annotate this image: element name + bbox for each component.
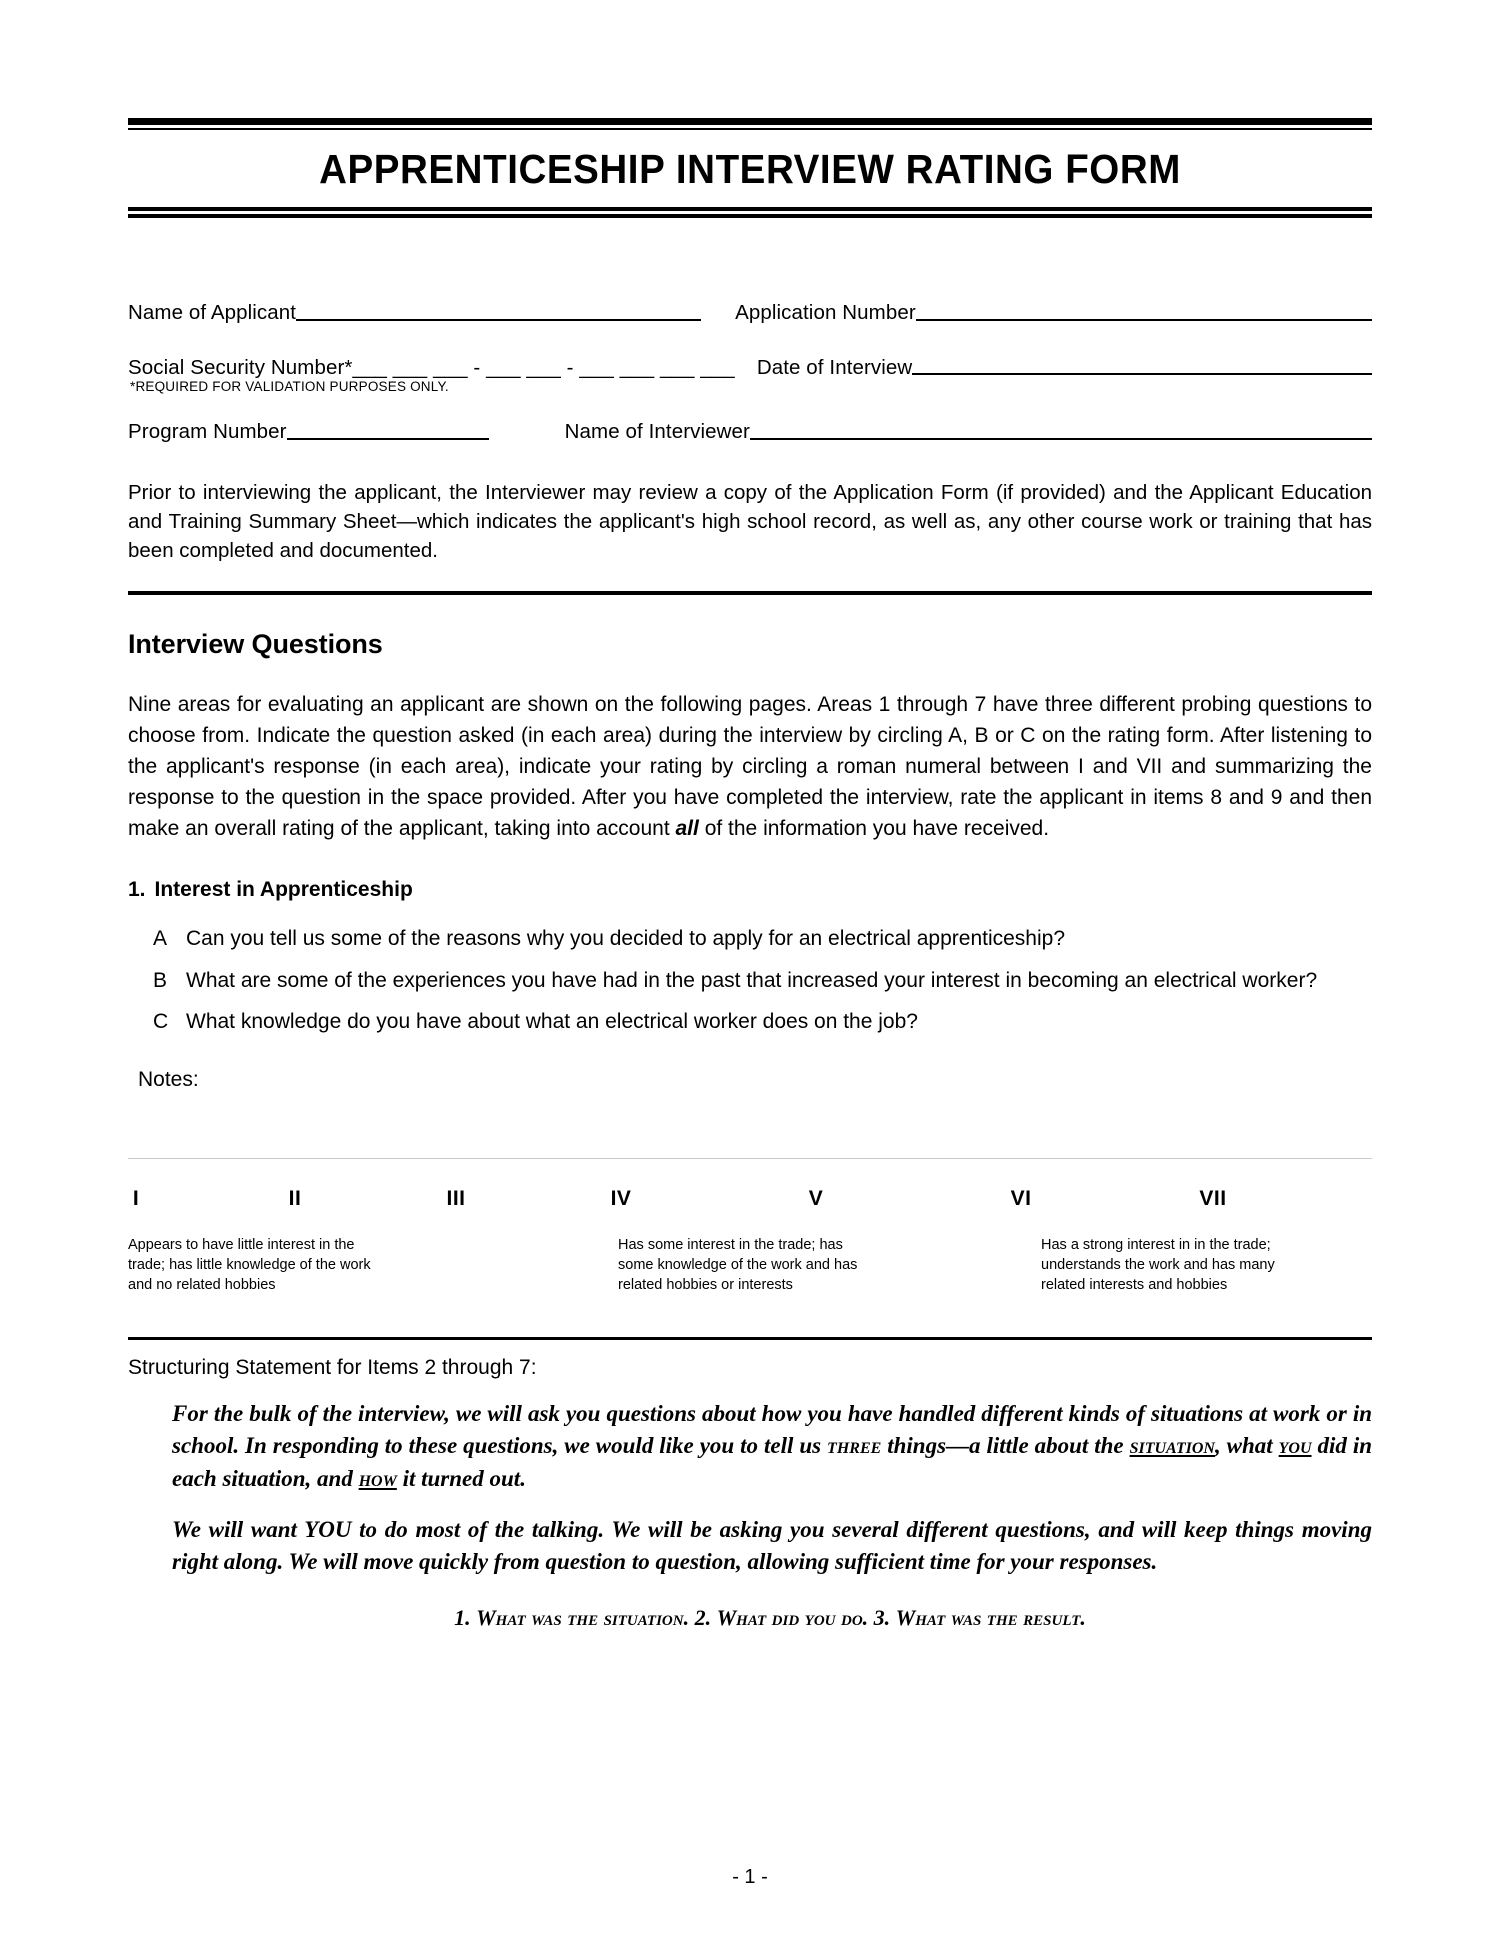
question-text-b: What are some of the experiences you have had in the past that increased your interest in becoming an electrical worker? <box>186 968 1318 992</box>
struct-p1-a: For the bulk of the interview, we will ask you questions about how you have handled different kinds of situations at work or in school. In responding to these questions, we would like you to tell us <box>172 1400 1372 1459</box>
social-security-label: Social Security Number* <box>128 355 353 379</box>
struct-p1-b: things—a little about the <box>881 1433 1130 1459</box>
structuring-paragraph-1 <box>172 1398 1372 1496</box>
question-option-c[interactable] <box>128 1007 1372 1037</box>
row-program-interviewer <box>128 421 1372 444</box>
notes-write-area[interactable] <box>128 1092 1372 1158</box>
final-num-2: 2. <box>689 1604 717 1630</box>
body-part1: Nine areas for evaluating an applicant are shown on the following pages. Areas 1 through 7 have three different probing questions to choose from. Indicate the question asked (in each area) during the interview by circling A, B or C on the rating form. After listening to the applicant's response (in each area), indicate your rating by circling a roman numeral between I and VII and summarizing the response to the question in the space provided. After you have completed the interview, rate the applicant in items 8 and 9 and then make an overall rating of the applicant, taking into account <box>128 693 1372 840</box>
question-letter-a[interactable]: A <box>153 927 168 951</box>
item-1-title: Interest in Apprenticeship <box>154 878 413 902</box>
question-letter-b[interactable]: B <box>153 968 168 992</box>
rating-numeral-3[interactable]: III <box>446 1186 466 1210</box>
section-divider-bottom <box>128 1337 1372 1340</box>
rating-descriptor-mid: Has some interest in the trade; has some knowledge of the work and has related hobbies or interests <box>618 1236 858 1293</box>
body-emphasis: all <box>675 816 699 840</box>
date-of-interview-label: Date of Interview <box>756 355 913 379</box>
final-question-2: What did you do. <box>716 1604 869 1630</box>
rating-descriptor-low: Appears to have little interest in the trade; has little knowledge of the work and no related hobbies <box>128 1236 371 1293</box>
social-security-note: *REQUIRED FOR VALIDATION PURPOSES ONLY. <box>130 379 449 395</box>
item-1-heading <box>128 878 1372 902</box>
question-option-a[interactable] <box>128 924 1372 954</box>
item-1-number: 1. <box>128 878 146 902</box>
name-of-interviewer-label: Name of Interviewer <box>564 420 750 444</box>
struct-p1-you: you <box>1278 1433 1312 1459</box>
rating-numeral-1[interactable]: I <box>132 1186 140 1210</box>
name-of-interviewer-input[interactable] <box>750 438 1372 440</box>
structuring-final-line <box>128 1605 1372 1631</box>
struct-p1-three: three <box>827 1433 882 1459</box>
intro-paragraph: Prior to interviewing the applicant, the Interviewer may review a copy of the Application Form (if provided) and the Applicant Education and Training Summary Sheet—which indicates the applicant's high school record, as well as, any other course work or training that has been completed and documented. <box>128 480 1372 562</box>
application-number-input[interactable] <box>916 319 1372 321</box>
final-question-1: What was the situation. <box>476 1604 690 1630</box>
question-letter-c[interactable]: C <box>153 1010 169 1034</box>
section-divider-top <box>128 591 1372 595</box>
rating-scale-numerals <box>128 1187 1372 1227</box>
rating-numeral-4[interactable]: IV <box>610 1186 632 1210</box>
struct-p1-e: it turned out. <box>396 1465 526 1491</box>
notes-label: Notes: <box>138 1067 199 1091</box>
row-name-application <box>128 302 1372 325</box>
question-text-a: Can you tell us some of the reasons why you decided to apply for an electrical apprenticeship? <box>186 927 1066 951</box>
final-num-1: 1. <box>454 1604 477 1630</box>
final-num-3: 3. <box>868 1604 896 1630</box>
title-block <box>128 0 1372 218</box>
applicant-fields <box>128 302 1372 443</box>
interview-questions-heading: Interview Questions <box>128 629 383 660</box>
question-option-b[interactable] <box>128 966 1372 996</box>
name-of-applicant-label: Name of Applicant <box>128 301 297 325</box>
program-number-input[interactable] <box>287 438 489 440</box>
struct-p1-d: did in each situation, and <box>172 1433 1373 1491</box>
notes-underline <box>128 1158 1372 1159</box>
rating-descriptor-high: Has a strong interest in in the trade; understands the work and has many related interests and hobbies <box>1041 1236 1275 1293</box>
title-rule-bottom-heavy <box>128 214 1372 218</box>
social-security-input[interactable]: ___ ___ ___ - ___ ___ - ___ ___ ___ ___ <box>352 355 735 379</box>
page-title: APPRENTICESHIP INTERVIEW RATING FORM <box>319 146 1181 192</box>
structuring-paragraph-2: We will want YOU to do most of the talking. We will be asking you several different questions, and will keep things moving right along. We will move quickly from question to question, allowing sufficient time for your responses. <box>172 1516 1372 1575</box>
title-rule-top-heavy <box>128 118 1372 125</box>
rating-numeral-2[interactable]: II <box>288 1186 302 1210</box>
rating-scale-descriptors <box>128 1235 1372 1315</box>
struct-p1-situation: situation <box>1129 1433 1215 1459</box>
name-of-applicant-input[interactable] <box>296 319 701 321</box>
question-text-c: What knowledge do you have about what an electrical worker does on the job? <box>186 1010 918 1034</box>
struct-p1-c: , what <box>1214 1433 1279 1459</box>
rating-numeral-6[interactable]: VI <box>1010 1186 1032 1210</box>
item-1-question-list <box>128 924 1372 1037</box>
body-part2: of the information you have received. <box>698 816 1050 840</box>
final-question-3: What was the result. <box>895 1604 1086 1630</box>
structuring-statement-label: Structuring Statement for Items 2 through 7: <box>128 1355 537 1379</box>
interview-questions-body <box>128 690 1372 844</box>
struct-p1-how: how <box>358 1465 397 1491</box>
application-number-label: Application Number <box>735 301 916 325</box>
program-number-label: Program Number <box>128 420 287 444</box>
date-of-interview-input[interactable] <box>912 373 1372 375</box>
page-number: - 1 - <box>732 1866 768 1888</box>
row-ssn-date <box>128 357 1372 380</box>
rating-numeral-7[interactable]: VII <box>1199 1186 1227 1210</box>
rating-numeral-5[interactable]: V <box>808 1186 824 1210</box>
